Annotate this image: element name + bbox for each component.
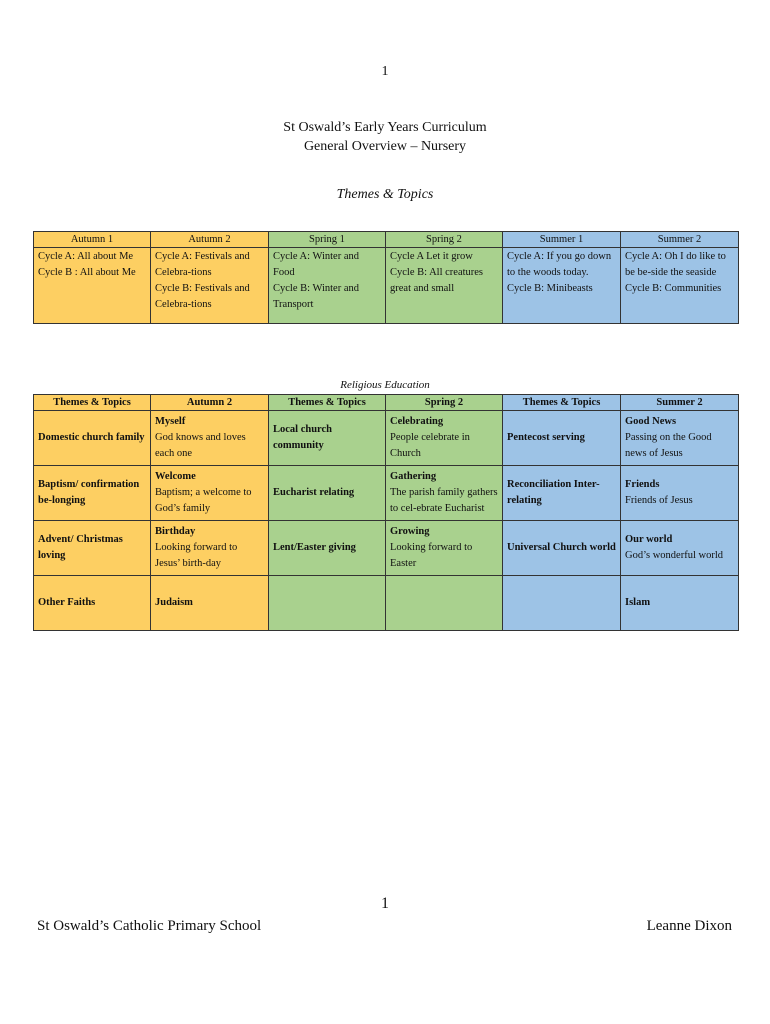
re-theme: Domestic church family: [38, 432, 145, 443]
re-cell: [386, 411, 503, 466]
re-topic-title: Good News: [625, 416, 677, 427]
re-topic-title: Islam: [625, 597, 651, 608]
re-cell: [151, 576, 269, 631]
topics-body-row: [34, 248, 739, 324]
cycle-a-text: Cycle A: Winter and Food: [273, 251, 359, 278]
religious-education-caption: Religious Education: [340, 379, 430, 391]
re-topic-title: Judaism: [155, 597, 193, 608]
re-topic-text: God knows and loves each one: [155, 432, 246, 459]
topics-header-cell: Spring 1: [269, 232, 386, 248]
re-theme: Pentecost serving: [507, 432, 585, 443]
topics-table: [33, 231, 739, 324]
re-topic-text: Friends of Jesus: [625, 495, 693, 506]
re-cell: [621, 411, 739, 466]
re-header-cell: Spring 2: [386, 395, 503, 411]
re-topic-title: Welcome: [155, 471, 196, 482]
re-cell: [151, 466, 269, 521]
cycle-a-text: Cycle A Let it grow: [390, 251, 473, 262]
topics-cell: [386, 248, 503, 324]
topics-header-cell: Summer 2: [621, 232, 739, 248]
re-cell: [386, 521, 503, 576]
re-theme: Advent/ Christmas loving: [38, 534, 123, 561]
re-cell: [269, 411, 386, 466]
topics-cell: [34, 248, 151, 324]
topics-header-cell: Spring 2: [386, 232, 503, 248]
themes-topics-subtitle: Themes & Topics: [336, 187, 434, 202]
cycle-b-text: Cycle B : All about Me: [38, 267, 136, 278]
re-header-cell: Themes & Topics: [34, 395, 151, 411]
religious-education-table: [33, 394, 739, 631]
topics-cell: [151, 248, 269, 324]
topics-header-cell: Autumn 1: [34, 232, 151, 248]
re-cell: [151, 411, 269, 466]
cycle-a-text: Cycle A: Festivals and Celebra-tions: [155, 251, 250, 278]
re-cell: [621, 576, 739, 631]
re-row: [34, 411, 739, 466]
cycle-b-text: Cycle B: Minibeasts: [507, 283, 593, 294]
re-cell: [503, 576, 621, 631]
re-theme: Eucharist relating: [273, 487, 355, 498]
re-topic-text: Passing on the Good news of Jesus: [625, 432, 712, 459]
re-header-cell: Themes & Topics: [269, 395, 386, 411]
re-topic-text: People celebrate in Church: [390, 432, 470, 459]
re-topic-title: Friends: [625, 479, 660, 490]
cycle-a-text: Cycle A: Oh I do like to be be-side the seaside: [625, 251, 726, 278]
re-row: [34, 521, 739, 576]
re-row: [34, 576, 739, 631]
re-topic-title: Birthday: [155, 526, 196, 537]
re-theme: Universal Church world: [507, 542, 616, 553]
re-cell: [386, 466, 503, 521]
re-cell: [503, 466, 621, 521]
re-cell: [503, 411, 621, 466]
re-cell: [34, 466, 151, 521]
re-cell: [621, 521, 739, 576]
cycle-b-text: Cycle B: Communities: [625, 283, 722, 294]
topics-cell: [503, 248, 621, 324]
re-row: [34, 466, 739, 521]
topics-cell: [621, 248, 739, 324]
cycle-b-text: Cycle B: Festivals and Celebra-tions: [155, 283, 250, 310]
re-theme: Lent/Easter giving: [273, 542, 356, 553]
re-cell: [386, 576, 503, 631]
re-header-row: [34, 395, 739, 411]
cycle-a-text: Cycle A: All about Me: [38, 251, 134, 262]
re-topic-text: The parish family gathers to cel-ebrate Eucharist: [390, 487, 498, 514]
re-theme: Local church community: [273, 424, 333, 451]
page-number-top: 1: [381, 64, 389, 79]
re-topic-title: Gathering: [390, 471, 437, 482]
document-title: [0, 118, 770, 156]
re-topic-text: Looking forward to Jesus’ birth-day: [155, 542, 238, 569]
title-line-2: General Overview – Nursery: [303, 139, 467, 154]
re-header-cell: Summer 2: [621, 395, 739, 411]
re-theme: Reconciliation Inter-relating: [507, 479, 600, 506]
re-topic-title: Our world: [625, 534, 673, 545]
footer-school-name: St Oswald’s Catholic Primary School: [37, 918, 262, 934]
topics-header-cell: Autumn 2: [151, 232, 269, 248]
re-cell: [621, 466, 739, 521]
re-cell: [269, 521, 386, 576]
re-cell: [34, 521, 151, 576]
page-number-bottom: 1: [381, 895, 389, 912]
re-topic-title: Celebrating: [390, 416, 444, 427]
re-cell: [269, 576, 386, 631]
re-cell: [503, 521, 621, 576]
title-line-1: St Oswald’s Early Years Curriculum: [283, 120, 487, 135]
cycle-a-text: Cycle A: If you go down to the woods today.: [507, 251, 612, 278]
re-topic-text: God’s wonderful world: [625, 550, 723, 561]
cycle-b-text: Cycle B: All creatures great and small: [390, 267, 484, 294]
re-theme: Baptism/ confirmation be-longing: [38, 479, 140, 506]
re-theme: Other Faiths: [38, 597, 96, 608]
re-topic-title: Myself: [155, 416, 186, 427]
cycle-b-text: Cycle B: Winter and Transport: [273, 283, 359, 310]
re-cell: [34, 411, 151, 466]
re-cell: [34, 576, 151, 631]
re-topic-text: Baptism; a welcome to God’s family: [155, 487, 252, 514]
footer-author: Leanne Dixon: [646, 918, 732, 934]
re-topic-title: Growing: [390, 526, 430, 537]
topics-header-row: [34, 232, 739, 248]
re-header-cell: Themes & Topics: [503, 395, 621, 411]
re-topic-text: Looking forward to Easter: [390, 542, 473, 569]
re-cell: [269, 466, 386, 521]
topics-header-cell: Summer 1: [503, 232, 621, 248]
re-header-cell: Autumn 2: [151, 395, 269, 411]
topics-cell: [269, 248, 386, 324]
re-cell: [151, 521, 269, 576]
